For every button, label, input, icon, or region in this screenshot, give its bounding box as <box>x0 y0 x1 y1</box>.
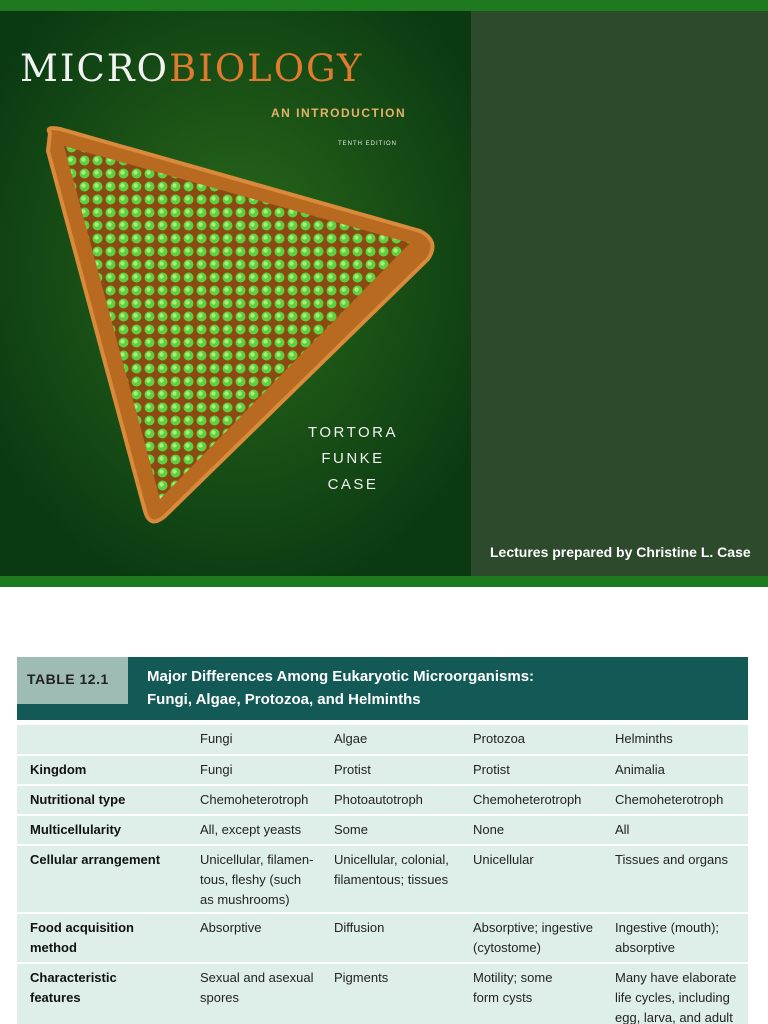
table-row <box>17 756 748 784</box>
table-cell: Motility; some form cysts <box>473 970 553 1005</box>
table-cell: Absorptive <box>200 920 262 935</box>
row-header: Nutritional type <box>30 792 126 807</box>
book-title-part2: BIOLOGY <box>169 47 364 90</box>
table-row <box>17 914 748 962</box>
bottom-green-bar <box>0 576 768 587</box>
table-cell: Tissues and organs <box>615 852 728 867</box>
row-header: Food acquisition method <box>30 920 134 955</box>
lecture-credit: Lectures prepared by Christine L. Case <box>490 544 751 560</box>
table-title: Fungi, Algae, Protozoa, and Helminths <box>147 691 421 708</box>
author-name: TORTORA <box>307 424 399 441</box>
table-column-header-row <box>17 725 748 754</box>
table-row <box>17 846 748 912</box>
table-cell: Protist <box>334 762 371 777</box>
top-green-bar <box>0 0 768 11</box>
column-header: Protozoa <box>473 731 526 746</box>
table-cell: Chemoheterotroph <box>473 792 582 807</box>
table-cell: Photoautotroph <box>334 792 423 807</box>
comparison-table <box>17 657 748 1024</box>
table-cell: Unicellular <box>473 852 534 867</box>
table-cell: Chemoheterotroph <box>200 792 309 807</box>
table-cell: Absorptive; ingestive (cytostome) <box>473 920 593 955</box>
row-header: Characteristic features <box>30 970 117 1005</box>
book-subtitle: AN INTRODUCTION <box>271 106 407 120</box>
row-header: Cellular arrangement <box>30 852 161 867</box>
column-header: Helminths <box>615 731 673 746</box>
table-header <box>17 657 748 720</box>
table-cell: All <box>615 822 630 837</box>
table-cell: Unicellular, filamen- tous, fleshy (such as mushrooms) <box>200 852 314 907</box>
table-title: Major Differences Among Eukaryotic Microorganisms: <box>147 668 535 685</box>
slide-side-panel <box>471 11 768 576</box>
table-cell: Many have elaborate life cycles, including egg, larva, and adult <box>615 970 737 1024</box>
table-cell: All, except yeasts <box>200 822 302 837</box>
book-title <box>20 47 363 90</box>
author-name: CASE <box>327 476 379 493</box>
table-cell: None <box>473 822 505 837</box>
table-label-box <box>17 657 128 704</box>
row-header: Kingdom <box>30 762 87 777</box>
table-row <box>17 786 748 814</box>
table-cell: Ingestive (mouth); absorptive <box>615 920 720 955</box>
table-cell: Sexual and asexual spores <box>200 970 314 1005</box>
table-cell: Some <box>334 822 368 837</box>
table-row <box>17 816 748 844</box>
book-cover <box>0 11 471 576</box>
table-cell: Chemoheterotroph <box>615 792 724 807</box>
table-cell: Fungi <box>200 762 233 777</box>
table-cell: Protist <box>473 762 510 777</box>
book-title-part1: MICRO <box>20 47 170 90</box>
table-cell: Diffusion <box>334 920 385 935</box>
table-cell: Animalia <box>615 762 665 777</box>
table-cell: Pigments <box>334 970 389 985</box>
column-header: Fungi <box>200 731 233 746</box>
table-label: TABLE 12.1 <box>27 671 109 687</box>
column-header: Algae <box>334 731 368 746</box>
row-header: Multicellularity <box>30 822 122 837</box>
author-name: FUNKE <box>321 450 385 467</box>
table-cell: Unicellular, colonial, filamentous; tissues <box>334 852 449 887</box>
book-edition: TENTH EDITION <box>338 141 397 147</box>
table-row <box>17 964 748 1024</box>
